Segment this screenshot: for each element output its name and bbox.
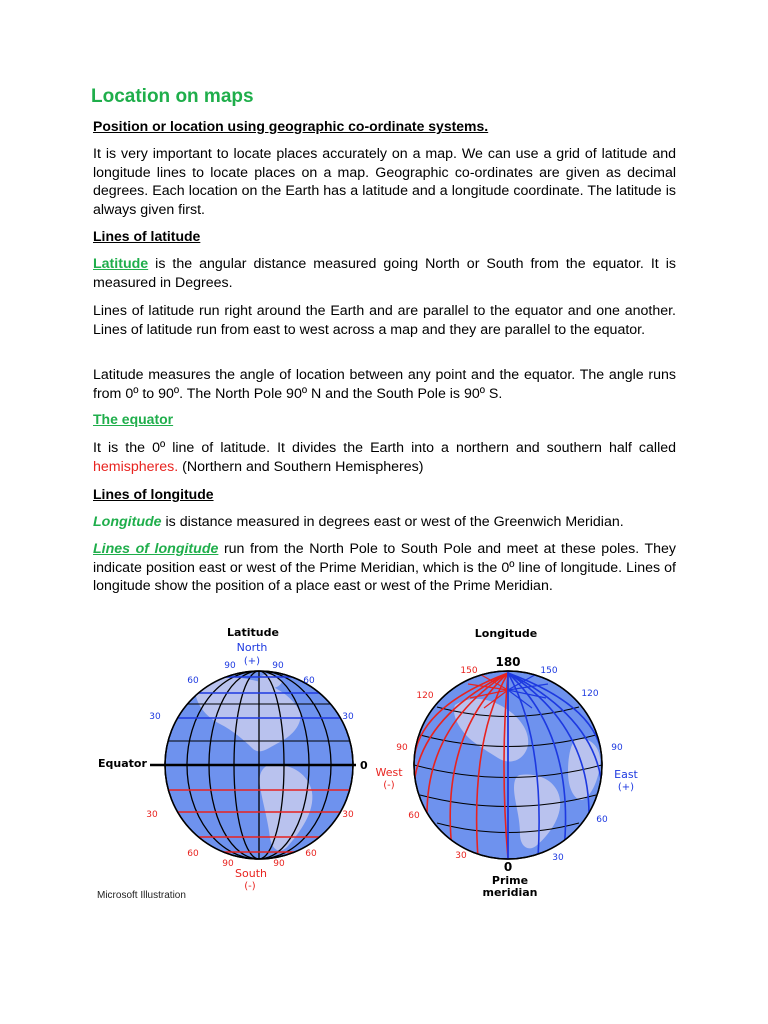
longitude-globe-title: Longitude: [474, 627, 538, 640]
lon-label-150-east: 150: [540, 666, 558, 676]
longitude-paragraph-2-text: run from the North Pole to South Pole and meet at these poles. They indicate position east or west of the Prime Meridian, which is the 0º line of longitude. Lines of longitude show the position of a place east or west of the Prime Meridian.: [93, 541, 676, 594]
longitude-heading: Lines of longitude: [93, 486, 214, 502]
lat-label-90s-left: 90: [222, 859, 234, 869]
lat-label-90-left: 90: [224, 661, 236, 671]
hemispheres-term: hemispheres.: [93, 458, 179, 475]
meridian-label: meridian: [482, 886, 538, 899]
latitude-globe-title: Latitude: [227, 626, 279, 639]
longitude-definition-text: is distance measured in degrees east or west of the Greenwich Meridian.: [161, 514, 624, 530]
lon-label-150-west: 150: [460, 666, 478, 676]
page-title: Location on maps: [91, 86, 254, 107]
lat-label-90s-right: 90: [273, 859, 285, 869]
equator-label: Equator: [98, 757, 147, 770]
equator-text-before: It is the 0º line of latitude. It divides the Earth into a northern and southern half called: [93, 440, 676, 456]
lat-label-30-left: 30: [149, 712, 161, 722]
equator-text-after: (Northern and Southern Hemispheres): [178, 458, 424, 475]
equator-heading: The equator: [93, 411, 174, 427]
lon-label-180: 180: [495, 655, 521, 669]
lat-label-60-right: 60: [303, 676, 315, 686]
latitude-heading: Lines of latitude: [93, 228, 201, 244]
latitude-definition-text: is the angular distance measured going North or South from the equator. It is measured in Degrees.: [93, 256, 676, 291]
lat-label-30s-left: 30: [146, 810, 158, 820]
lat-label-60s-right: 60: [305, 849, 317, 859]
lat-label-30-right: 30: [342, 712, 354, 722]
intro-paragraph: It is very important to locate places accurately on a map. We can use a grid of latitude and longitude lines to locate places on a map. Geographic co-ordinates are given as decimal degrees. Each location on the Earth has a latitude and a longitude coordinate. The latitude is always given first.: [93, 146, 676, 218]
west-label: West: [375, 766, 403, 779]
west-sign: (-): [383, 780, 395, 791]
lon-label-30-west: 30: [455, 851, 467, 861]
lat-label-90-right: 90: [272, 661, 284, 671]
lon-label-60-east: 60: [596, 815, 608, 825]
latitude-globe: [98, 626, 368, 892]
lat-label-60-left: 60: [187, 676, 199, 686]
north-sign: (+): [243, 656, 261, 667]
south-sign: (-): [244, 881, 256, 892]
longitude-term: Longitude: [93, 514, 162, 530]
lat-label-30s-right: 30: [342, 810, 354, 820]
lon-label-60-west: 60: [408, 811, 420, 821]
lat-label-60s-left: 60: [187, 849, 199, 859]
east-label: East: [614, 768, 638, 781]
latitude-paragraph-3: Latitude measures the angle of location between any point and the equator. The angle runs from 0º to 90º. The North Pole 90º N and the South Pole is 90º S.: [93, 367, 676, 402]
lon-label-120-west: 120: [416, 691, 434, 701]
longitude-globe: [375, 627, 638, 899]
latitude-paragraph-2: Lines of latitude run right around the Earth and are parallel to the equator and one another. Lines of latitude run from east to west across a map and they are parallel to the equator.: [93, 303, 676, 338]
lat-zero-label: 0: [360, 759, 368, 772]
lon-label-120-east: 120: [581, 689, 599, 699]
lon-zero-label: 0: [503, 860, 513, 874]
north-label: North: [236, 641, 268, 654]
illustration-credit: Microsoft Illustration: [97, 890, 186, 901]
lon-label-90-east: 90: [611, 743, 623, 753]
south-label: South: [235, 867, 267, 880]
latitude-term: Latitude: [93, 256, 149, 272]
lon-label-90-west: 90: [396, 743, 408, 753]
east-sign: (+): [617, 782, 635, 793]
prime-label: Prime: [491, 874, 529, 887]
lines-of-longitude-term: Lines of longitude: [93, 541, 219, 557]
subtitle-heading: Position or location using geographic co-ordinate systems.: [93, 118, 489, 134]
lon-label-30-east: 30: [552, 853, 564, 863]
